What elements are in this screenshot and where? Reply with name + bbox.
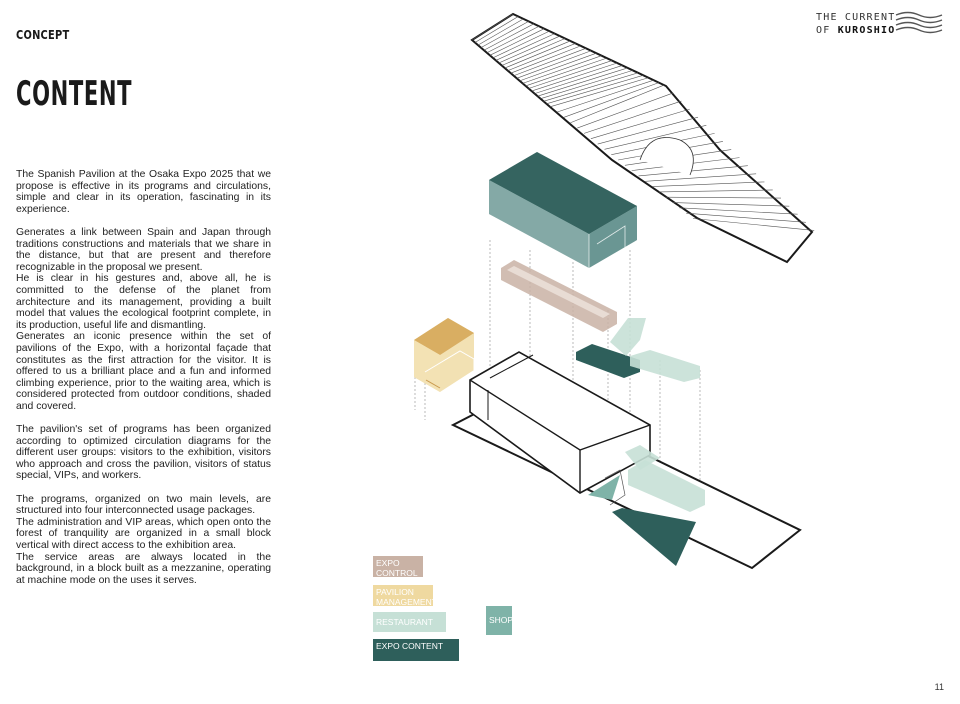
legend-expo-control: EXPO CONTROL [373, 556, 423, 577]
ground-base [453, 352, 800, 568]
paragraph: The service areas are always located in the background, in a block built as a mezzanine, operating at machine mode on the uses it serves. [16, 551, 271, 586]
paragraph: The Spanish Pavilion at the Osaka Expo 2025 that we propose is effective in its programs and circulations, simple and clear in its operation, fascinating in its experience. [16, 169, 271, 215]
paragraph: The administration and VIP areas, which open onto the forest of tranquility are organized in a small block vertical with direct access to the exhibition area. [16, 516, 271, 551]
paragraph: He is clear in his gestures and, above all, he is committed to the defense of the planet from architecture and its management, providing a built model that values the ecological footprint complete, in its production, useful life and dismantling. [16, 273, 271, 331]
paragraph: Generates an iconic presence within the set of pavilions of the Expo, with a horizontal façade that constitutes as the first attraction for the visitor. It is offered to us a brilliant place and a fun and informed climbing experience, prior to the waiting area, which is considered protected from outdoor conditions, shaded and covered. [16, 331, 271, 412]
legend-restaurant: RESTAURANT [373, 612, 446, 632]
section-label: CONCEPT [16, 28, 70, 42]
page-title: CONTENT [16, 74, 133, 114]
expo-control-volume [501, 260, 617, 332]
paragraph: The programs, organized on two main levels, are structured into four interconnected usage packages. [16, 493, 271, 517]
paragraph: The pavilion's set of programs has been organized according to optimized circulation diagrams for the different user groups: visitors to the exhibition, visitors who approach and cross the pavilion, visitors of status special, VIPs, and workers. [16, 424, 271, 482]
legend-pavilion-management: PAVILION MANAGEMENT [373, 585, 433, 606]
expo-content-volume [489, 152, 637, 268]
brand-word: KUROSHIO [837, 25, 896, 36]
pavilion-management-volume [414, 318, 474, 392]
brand-of: OF [816, 25, 831, 36]
legend-shop: SHOP [486, 606, 512, 635]
page-number: 11 [934, 682, 944, 692]
legend-expo-content: EXPO CONTENT [373, 639, 459, 661]
brand-line-1: THE CURRENT [816, 12, 896, 23]
paragraph: Generates a link between Spain and Japan through traditions constructions and materials that we share in the distance, but that are present and therefore recognizable in the proposal we present. [16, 226, 271, 273]
